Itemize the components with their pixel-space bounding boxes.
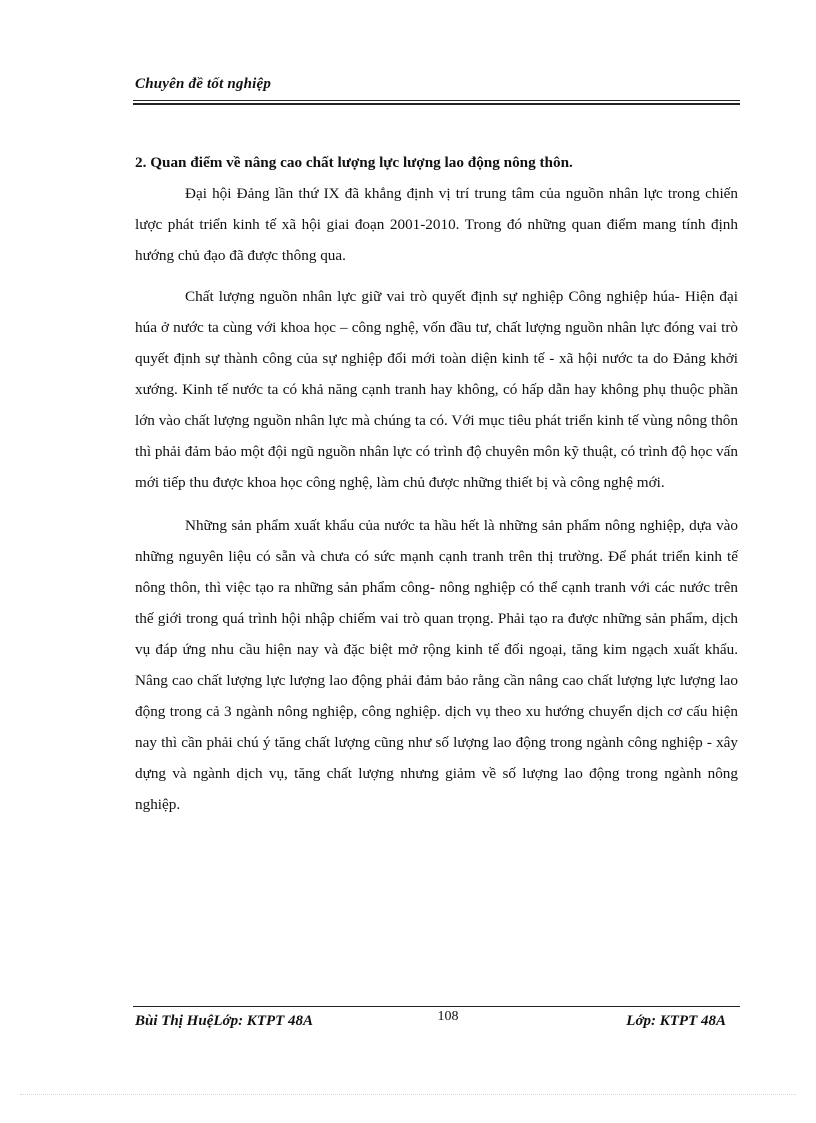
header-rule-thick [133,103,740,105]
section-heading: 2. Quan điểm về nâng cao chất lượng lực lượng lao động nông thôn. [135,154,573,171]
header-rule-thin [133,100,740,101]
footer-rule [133,1006,740,1007]
paragraph-spacer [135,271,738,281]
paragraph-3: Những sản phẩm xuất khẩu của nước ta hầu hết là những sản phẩm nông nghiệp, dựa vào những nguyên liệu có sẵn và chưa có sức mạnh cạnh tranh trên thị trường. Để phát triển kinh tế nông thôn, thì việc tạo ra những sản phẩm công- nông nghiệp có thể cạnh tranh với các nước trên thế giới trong quá trình hội nhập chiếm vai trò quan trọng. Phải tạo ra được những sản phẩm, dịch vụ đáp ứng nhu cầu hiện nay và đặc biệt mở rộng kinh tế đối ngoại, tăng kim ngạch xuất khẩu. Nâng cao chất lượng lực lượng lao động phải đảm bảo rằng cần nâng cao chất lượng lực lượng lao động trong cả 3 ngành nông nghiệp, công nghiệp. dịch vụ theo xu hướng chuyển dịch cơ cấu hiện nay thì cần phải chú ý tăng chất lượng cũng như số lượng lao động trong ngành công nghiệp - xây dựng và ngành dịch vụ, tăng chất lượng nhưng giảm về số lượng lao động trong ngành nông nghiệp. [135,517,738,813]
document-body [135,147,738,820]
paragraph-spacer [135,498,738,510]
page-bottom-dotted-line [20,1094,796,1095]
footer-author-class: Bùi Thị HuệLớp: KTPT 48A [135,1013,314,1029]
page-number: 108 [437,1009,459,1024]
paragraph-1: Đại hội Đảng lần thứ IX đã khẳng định vị trí trung tâm của nguồn nhân lực trong chiến lược phát triển kinh tế xã hội giai đoạn 2001-2010. Trong đó những quan điểm mang tính định hướng chủ đạo đã được thông qua. [135,185,738,264]
paragraph-2: Chất lượng nguồn nhân lực giữ vai trò quyết định sự nghiệp Công nghiệp húa- Hiện đại húa ở nước ta cùng với khoa học – công nghệ, vốn đầu tư, chất lượng nguồn nhân lực đóng vai trò quyết định sự thành công của sự nghiệp đổi mới toàn diện kinh tế - xã hội nước ta do Đảng khởi xướng. Kinh tế nước ta có khả năng cạnh tranh hay không, có hấp dẫn hay không phụ thuộc phần lớn vào chất lượng nguồn nhân lực mà chúng ta có. Với mục tiêu phát triển kinh tế vùng nông thôn thì phải đảm bảo một đội ngũ nguồn nhân lực có trình độ chuyên môn kỹ thuật, có trình độ học vấn mới tiếp thu được khoa học công nghệ, làm chủ được những thiết bị và công nghệ mới. [135,288,738,491]
header-title: Chuyên đề tốt nghiệp [135,76,272,92]
footer-class: Lớp: KTPT 48A [626,1013,726,1029]
